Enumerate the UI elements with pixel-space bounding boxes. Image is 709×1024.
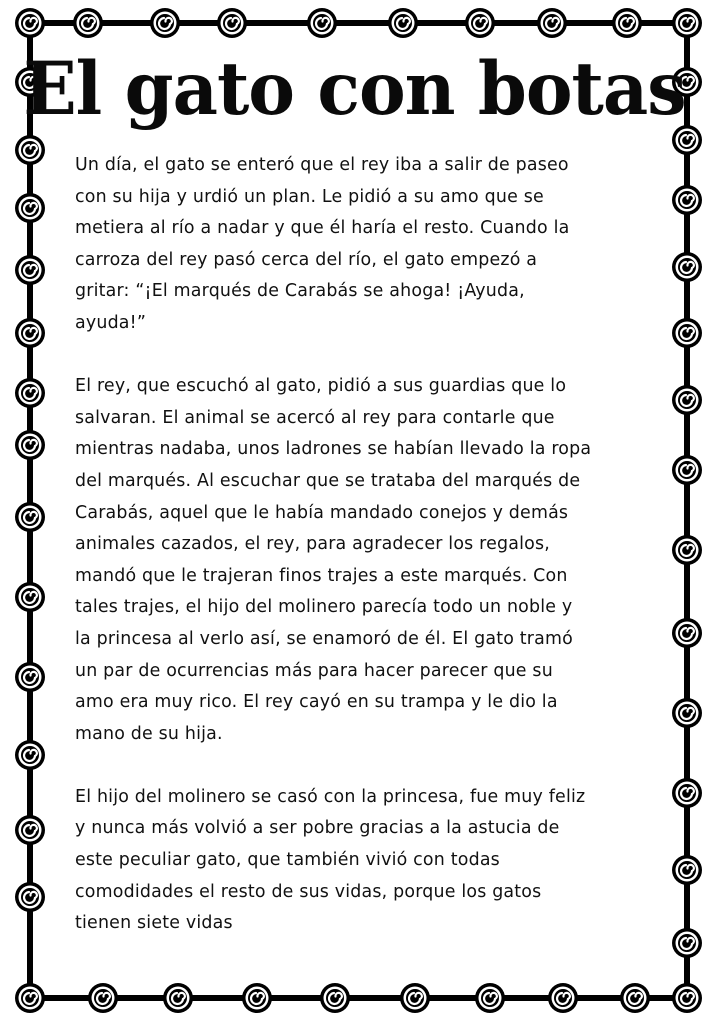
story-line: gritar: “¡El marqués de Carabás se ahoga! ¡Ayuda, — [75, 281, 525, 302]
story-line: ayuda!” — [75, 312, 147, 333]
spiral-icon — [475, 983, 505, 1013]
story-line: comodidades el resto de sus vidas, porque los gatos — [75, 881, 542, 902]
spiral-icon — [548, 983, 578, 1013]
story-line: salvaran. El animal se acercó al rey para contarle que — [75, 407, 555, 428]
spiral-icon — [15, 8, 45, 38]
spiral-icon — [672, 385, 702, 415]
spiral-icon — [73, 8, 103, 38]
spiral-icon — [15, 740, 45, 770]
spiral-icon — [150, 8, 180, 38]
story-line: mano de su hija. — [75, 723, 223, 744]
story-line: y nunca más volvió a ser pobre gracias a la astucia de — [75, 818, 560, 839]
spiral-icon — [672, 928, 702, 958]
spiral-icon — [15, 882, 45, 912]
spiral-icon — [672, 535, 702, 565]
spiral-icon — [15, 318, 45, 348]
spiral-icon — [672, 252, 702, 282]
spiral-icon — [672, 455, 702, 485]
spiral-icon — [672, 185, 702, 215]
story-line: este peculiar gato, que también vivió con todas — [75, 850, 500, 871]
spiral-icon — [672, 983, 702, 1013]
page-title: El gato con botas — [23, 44, 686, 133]
spiral-icon — [672, 855, 702, 885]
spiral-icon — [612, 8, 642, 38]
spiral-icon — [620, 983, 650, 1013]
spiral-icon — [672, 778, 702, 808]
story-line: tales trajes, el hijo del molinero parecía todo un noble y — [75, 597, 573, 618]
story-paragraph — [75, 782, 645, 940]
spiral-icon — [537, 8, 567, 38]
spiral-icon — [163, 983, 193, 1013]
story-line: metiera al río a nadar y que él haría el resto. Cuando la — [75, 218, 570, 239]
spiral-icon — [672, 698, 702, 728]
story-paragraph — [75, 150, 645, 340]
story-line: con su hija y urdió un plan. Le pidió a su amo que se — [75, 186, 544, 207]
spiral-icon — [672, 618, 702, 648]
spiral-icon — [15, 502, 45, 532]
spiral-icon — [88, 983, 118, 1013]
spiral-icon — [465, 8, 495, 38]
spiral-icon — [400, 983, 430, 1013]
story-paragraph — [75, 371, 645, 750]
spiral-icon — [15, 983, 45, 1013]
story-line: del marqués. Al escuchar que se trataba del marqués de — [75, 470, 581, 491]
story-line: El rey, que escuchó al gato, pidió a sus guardias que lo — [75, 376, 567, 397]
story-line: la princesa al verlo así, se enamoró de él. El gato tramó — [75, 628, 573, 649]
story-line: Un día, el gato se enteró que el rey iba a salir de paseo — [75, 155, 569, 175]
story-line: animales cazados, el rey, para agradecer los regalos, — [75, 534, 550, 555]
spiral-icon — [15, 378, 45, 408]
story-line: Carabás, aquel que le había mandado conejos y demás — [75, 502, 569, 523]
spiral-icon — [15, 430, 45, 460]
spiral-icon — [672, 318, 702, 348]
spiral-icon — [15, 135, 45, 165]
story-line: amo era muy rico. El rey cayó en su trampa y le dio la — [75, 692, 558, 713]
story-line: mientras nadaba, unos ladrones se habían llevado la ropa — [75, 439, 592, 460]
spiral-icon — [672, 8, 702, 38]
spiral-icon — [307, 8, 337, 38]
story-body — [75, 150, 645, 971]
story-line: carroza del rey pasó cerca del río, el gato empezó a — [75, 249, 538, 270]
spiral-icon — [15, 662, 45, 692]
spiral-icon — [320, 983, 350, 1013]
story-line: un par de ocurrencias más para hacer parecer que su — [75, 660, 553, 681]
spiral-icon — [388, 8, 418, 38]
spiral-icon — [15, 255, 45, 285]
spiral-icon — [15, 815, 45, 845]
story-line: mandó que le trajeran finos trajes a este marqués. Con — [75, 565, 568, 586]
story-line: tienen siete vidas — [75, 913, 233, 934]
spiral-icon — [15, 193, 45, 223]
spiral-icon — [15, 582, 45, 612]
spiral-icon — [217, 8, 247, 38]
story-line: El hijo del molinero se casó con la princesa, fue muy feliz — [75, 786, 586, 807]
spiral-icon — [242, 983, 272, 1013]
